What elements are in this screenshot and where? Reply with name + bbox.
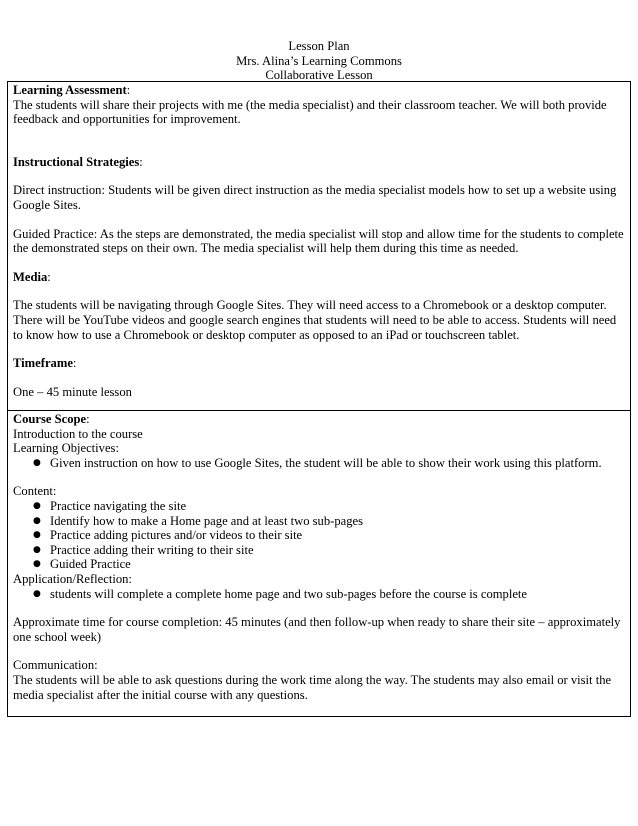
course-scope-box — [7, 410, 631, 717]
assessment-heading-line — [13, 83, 625, 98]
header-teacher: Mrs. Alina’s Learning Commons — [236, 53, 402, 68]
list-item: ● Practice adding pictures and/or videos to their site — [33, 528, 625, 543]
colon: : — [86, 412, 90, 426]
header-title: Lesson Plan — [288, 39, 350, 53]
guided-practice-text: Guided Practice: As the steps are demonstrated, the media specialist will stop and allow time for the students to complete the demonstrated steps on their own. The media specialist will help them during this time as needed. — [13, 226, 624, 256]
colon: : — [47, 269, 51, 284]
lesson-details-box — [7, 81, 631, 411]
application-list — [13, 587, 625, 602]
scope-intro: Introduction to the course — [13, 426, 143, 441]
list-item: ● Given instruction on how to use Google Sites, the student will be able to show their work using this platform. — [33, 456, 625, 471]
media-heading-line — [13, 270, 625, 285]
media-text: The students will be navigating through Google Sites. They will need access to a Chromebook or a desktop computer. There will be YouTube videos and google search engines that students will need to be able to access. Students will need to know how to use a Chromebook or desktop computer as opposed to an iPad or touchscreen tablet. — [13, 298, 617, 342]
strategies-heading-line — [13, 155, 625, 170]
colon: : — [72, 356, 77, 371]
timeframe-heading: Timeframe — [13, 356, 73, 371]
communication-label: Communication: — [13, 658, 98, 673]
timeframe-text: One – 45 minute lesson — [13, 384, 132, 399]
approx-time-text: Approximate time for course completion: 45 minutes (and then follow-up when ready to share their site – approximately one school week) — [13, 615, 621, 644]
list-item: ● Identify how to make a Home page and at least two sub-pages — [33, 514, 625, 529]
objectives-list — [13, 456, 625, 471]
list-item: ● Practice adding their writing to their site — [33, 543, 625, 558]
list-item: ● students will complete a complete home page and two sub-pages before the course is complete — [33, 587, 625, 602]
objectives-label: Learning Objectives: — [13, 441, 119, 456]
scope-heading-line — [13, 412, 625, 427]
list-item: ● Practice navigating the site — [33, 499, 625, 514]
media-heading: Media — [13, 269, 48, 284]
header-subtitle: Collaborative Lesson — [265, 68, 373, 83]
assessment-text: The students will share their projects with me (the media specialist) and their classroom teacher. We will both provide feedback and opportunities for improvement. — [13, 97, 607, 127]
content-list — [13, 499, 625, 572]
timeframe-heading-line — [13, 356, 625, 371]
document-header — [0, 39, 638, 83]
content-label: Content: — [13, 484, 57, 499]
strategies-heading: Instructional Strategies — [13, 154, 140, 169]
assessment-heading: Learning Assessment — [13, 83, 127, 97]
colon: : — [126, 83, 131, 97]
communication-text: The students will be able to ask questions during the work time along the way. The students may also email or visit the media specialist after the initial course with any questions. — [13, 672, 612, 702]
direct-instruction-text: Direct instruction: Students will be given direct instruction as the media specialist models how to set up a website using Google Sites. — [13, 183, 617, 212]
colon: : — [139, 154, 143, 169]
application-label: Application/Reflection: — [13, 571, 132, 586]
scope-heading: Course Scope — [13, 412, 87, 426]
list-item: ● Guided Practice — [33, 557, 625, 572]
